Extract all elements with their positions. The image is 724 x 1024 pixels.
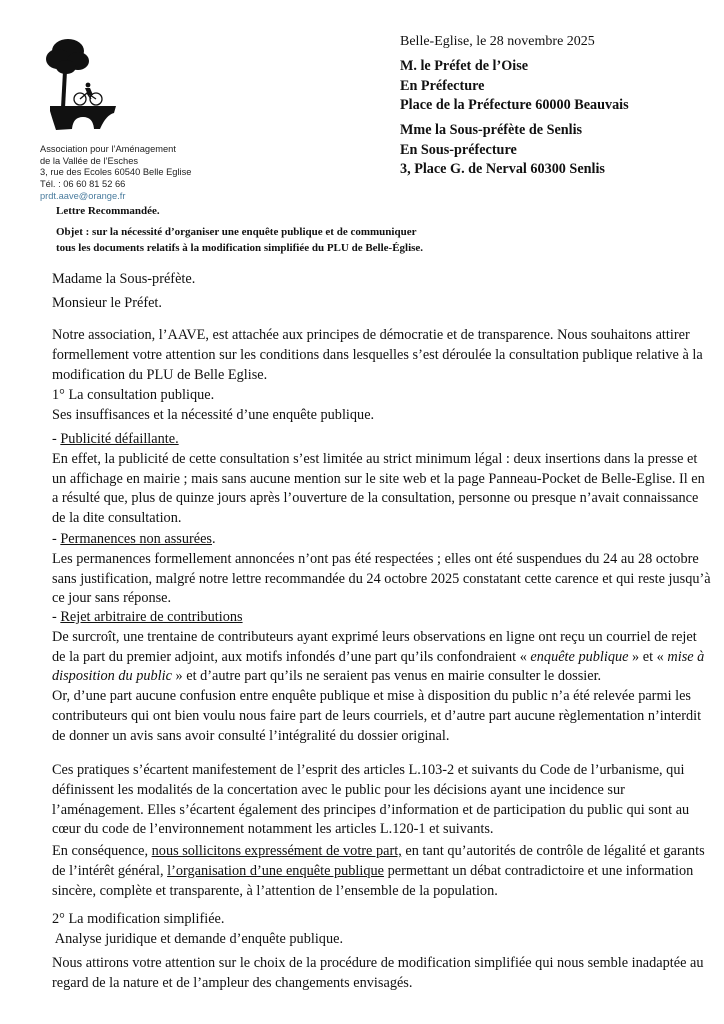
rejet-block [52, 608, 712, 747]
rejet-italic-mise: mise à disposition du public [52, 648, 705, 685]
publicity-paragraph: En effet, la publicité de cette consultation s’est limitée au strict minimum légal : deux insertions dans la presse et un affichage en mairie ; mais sans aucune mention sur le site web et la page Panneau-Pocket de Belle-Eglise. Il en a résulté que, plus de quinze jours après l’ouverture de la consultation, personne ou presque n’avait connaissance de la dite consultation. [52, 450, 705, 527]
dash: - [52, 609, 61, 625]
recipient-sous-prefete-line1: Mme la Sous-préfète de Senlis [400, 122, 583, 138]
section1-title: 1° La consultation publique. [52, 387, 215, 403]
date-line: Belle-Eglise, le 28 novembre 2025 [400, 34, 595, 49]
intro-paragraph: Notre association, l’AAVE, est attachée aux principes de démocratie et de transparence. Nous souhaitons attirer formellement votre attention sur les conditions dans lesquelles s’est déroulée la consultation publique relative à la modification du PLU de Belle Eglise. [52, 327, 703, 383]
rejet-heading [52, 608, 712, 628]
association-phone: Tél. : 06 60 81 52 66 [40, 179, 126, 190]
period: . [212, 531, 216, 547]
rejet-text-b: » et « [628, 648, 668, 665]
association-address: 3, rue des Ecoles 60540 Belle Eglise [40, 167, 192, 178]
salutation-2: Monsieur le Préfet. [52, 295, 162, 311]
section2-title: 2° La modification simplifiée. [52, 911, 225, 927]
section1-heading [52, 386, 712, 426]
recipient-prefet-line2: En Préfecture [400, 77, 485, 94]
section1-subtitle: Ses insuffisances et la nécessité d’une enquête publique. [52, 406, 375, 423]
rejet-heading-text: Rejet arbitraire de contributions [60, 609, 243, 625]
salutation-1: Madame la Sous-préfète. [52, 271, 196, 287]
permanences-heading [52, 530, 712, 550]
association-name-line1: Association pour l’Aménagement [40, 144, 176, 154]
section2-paragraph: Nous attirons votre attention sur le choix de la procédure de modification simplifiée qui nous semble inadaptée au regard de la nature et de l’ampleur des changements envisagés. [52, 955, 704, 991]
letter-type: Lettre Recommandée. [56, 205, 160, 217]
dash: - [52, 531, 61, 547]
permanences-block [52, 530, 712, 609]
letter-object-line1: Objet : sur la nécessité d’organiser une enquête publique et de communiquer [56, 226, 417, 238]
recipient-prefet [400, 57, 629, 116]
association-logo-icon [38, 33, 118, 133]
recipient-sous-prefete-line2: En Sous-préfecture [400, 141, 517, 158]
recipient-prefet-line3: Place de la Préfecture 60000 Beauvais [400, 97, 629, 113]
association-info [40, 144, 191, 203]
publicity-block [52, 430, 712, 529]
association-email-link[interactable]: prdt.aave@orange.fr [40, 190, 126, 201]
consequence-paragraph [52, 842, 712, 901]
practices-paragraph: Ces pratiques s’écartent manifestement de l’esprit des articles L.103-2 et suivants du Code de l’urbanisme, qui définissent les modalités de la concertation avec le public pour les décisions ayant une incidence sur l’aménagement. Elles s’écartent également des principes d’information et de participation du public qui sont au cœur du code de l’environnement notamment les articles L.120-1 et suivants. [52, 762, 690, 838]
conseq-underline-1: nous sollicitons expressément de votre part, [151, 843, 402, 859]
rejet-italic-enquete: enquête publique [530, 648, 629, 665]
association-name-line2: de la Vallée de l’Esches [40, 155, 139, 166]
rejet-paragraph [52, 628, 712, 687]
letter-object-line2: tous les documents relatifs à la modification simplifiée du PLU de Belle-Église. [56, 242, 424, 254]
dash: - [52, 431, 61, 447]
recipient-sous-prefete [400, 121, 605, 180]
publicity-heading-text: Publicité défaillante. [60, 431, 179, 447]
letter-object [56, 224, 476, 256]
conseq-text-c: permettant un débat contradictoire et une information sincère, complète et transparente, à l’attention de l’ensemble de la population. [52, 862, 694, 899]
section2-heading [52, 910, 712, 950]
publicity-heading [52, 430, 712, 450]
permanences-heading-text: Permanences non assurées [60, 531, 212, 547]
rejet-text-c: » et d’autre part qu’ils ne seraient pas venus en mairie consulter le dossier. [171, 668, 602, 685]
conseq-text-b: en tant qu’autorités de contrôle de légalité et garants de l’intérêt général, [52, 843, 705, 879]
recipient-prefet-line1: M. le Préfet de l’Oise [400, 58, 529, 74]
rejet-text-a: De surcroît, une trentaine de contributeurs ayant exprimé leurs observations en ligne ont reçu un courriel de rejet de la part du premier adjoint, aux motifs infondés d’une part qu’ils confondraient « [52, 628, 697, 665]
rejet-paragraph-2: Or, d’une part aucune confusion entre enquête publique et mise à disposition du public n’a été relevée parmi les contributeurs qui ont bien voulu nous faire part de leurs courriels, et d’autre part aucune règlementation n’interdit de donner un avis sans avoir consulté l’intégralité du dossier original. [52, 688, 702, 744]
conseq-text-a: En conséquence, [52, 843, 152, 859]
recipient-sous-prefete-line3: 3, Place G. de Nerval 60300 Senlis [400, 161, 605, 177]
conseq-underline-2: l’organisation d’une enquête publique [167, 862, 385, 879]
section2-subtitle: Analyse juridique et demande d’enquête publique. [52, 930, 344, 947]
permanences-paragraph: Les permanences formellement annoncées n’ont pas été respectées ; elles ont été suspendues du 24 au 28 octobre sans justification, malgré notre lettre recommandée du 24 octobre 2025 constatant cette carence et qui reste jusqu’à ce jour sans réponse. [52, 550, 711, 607]
